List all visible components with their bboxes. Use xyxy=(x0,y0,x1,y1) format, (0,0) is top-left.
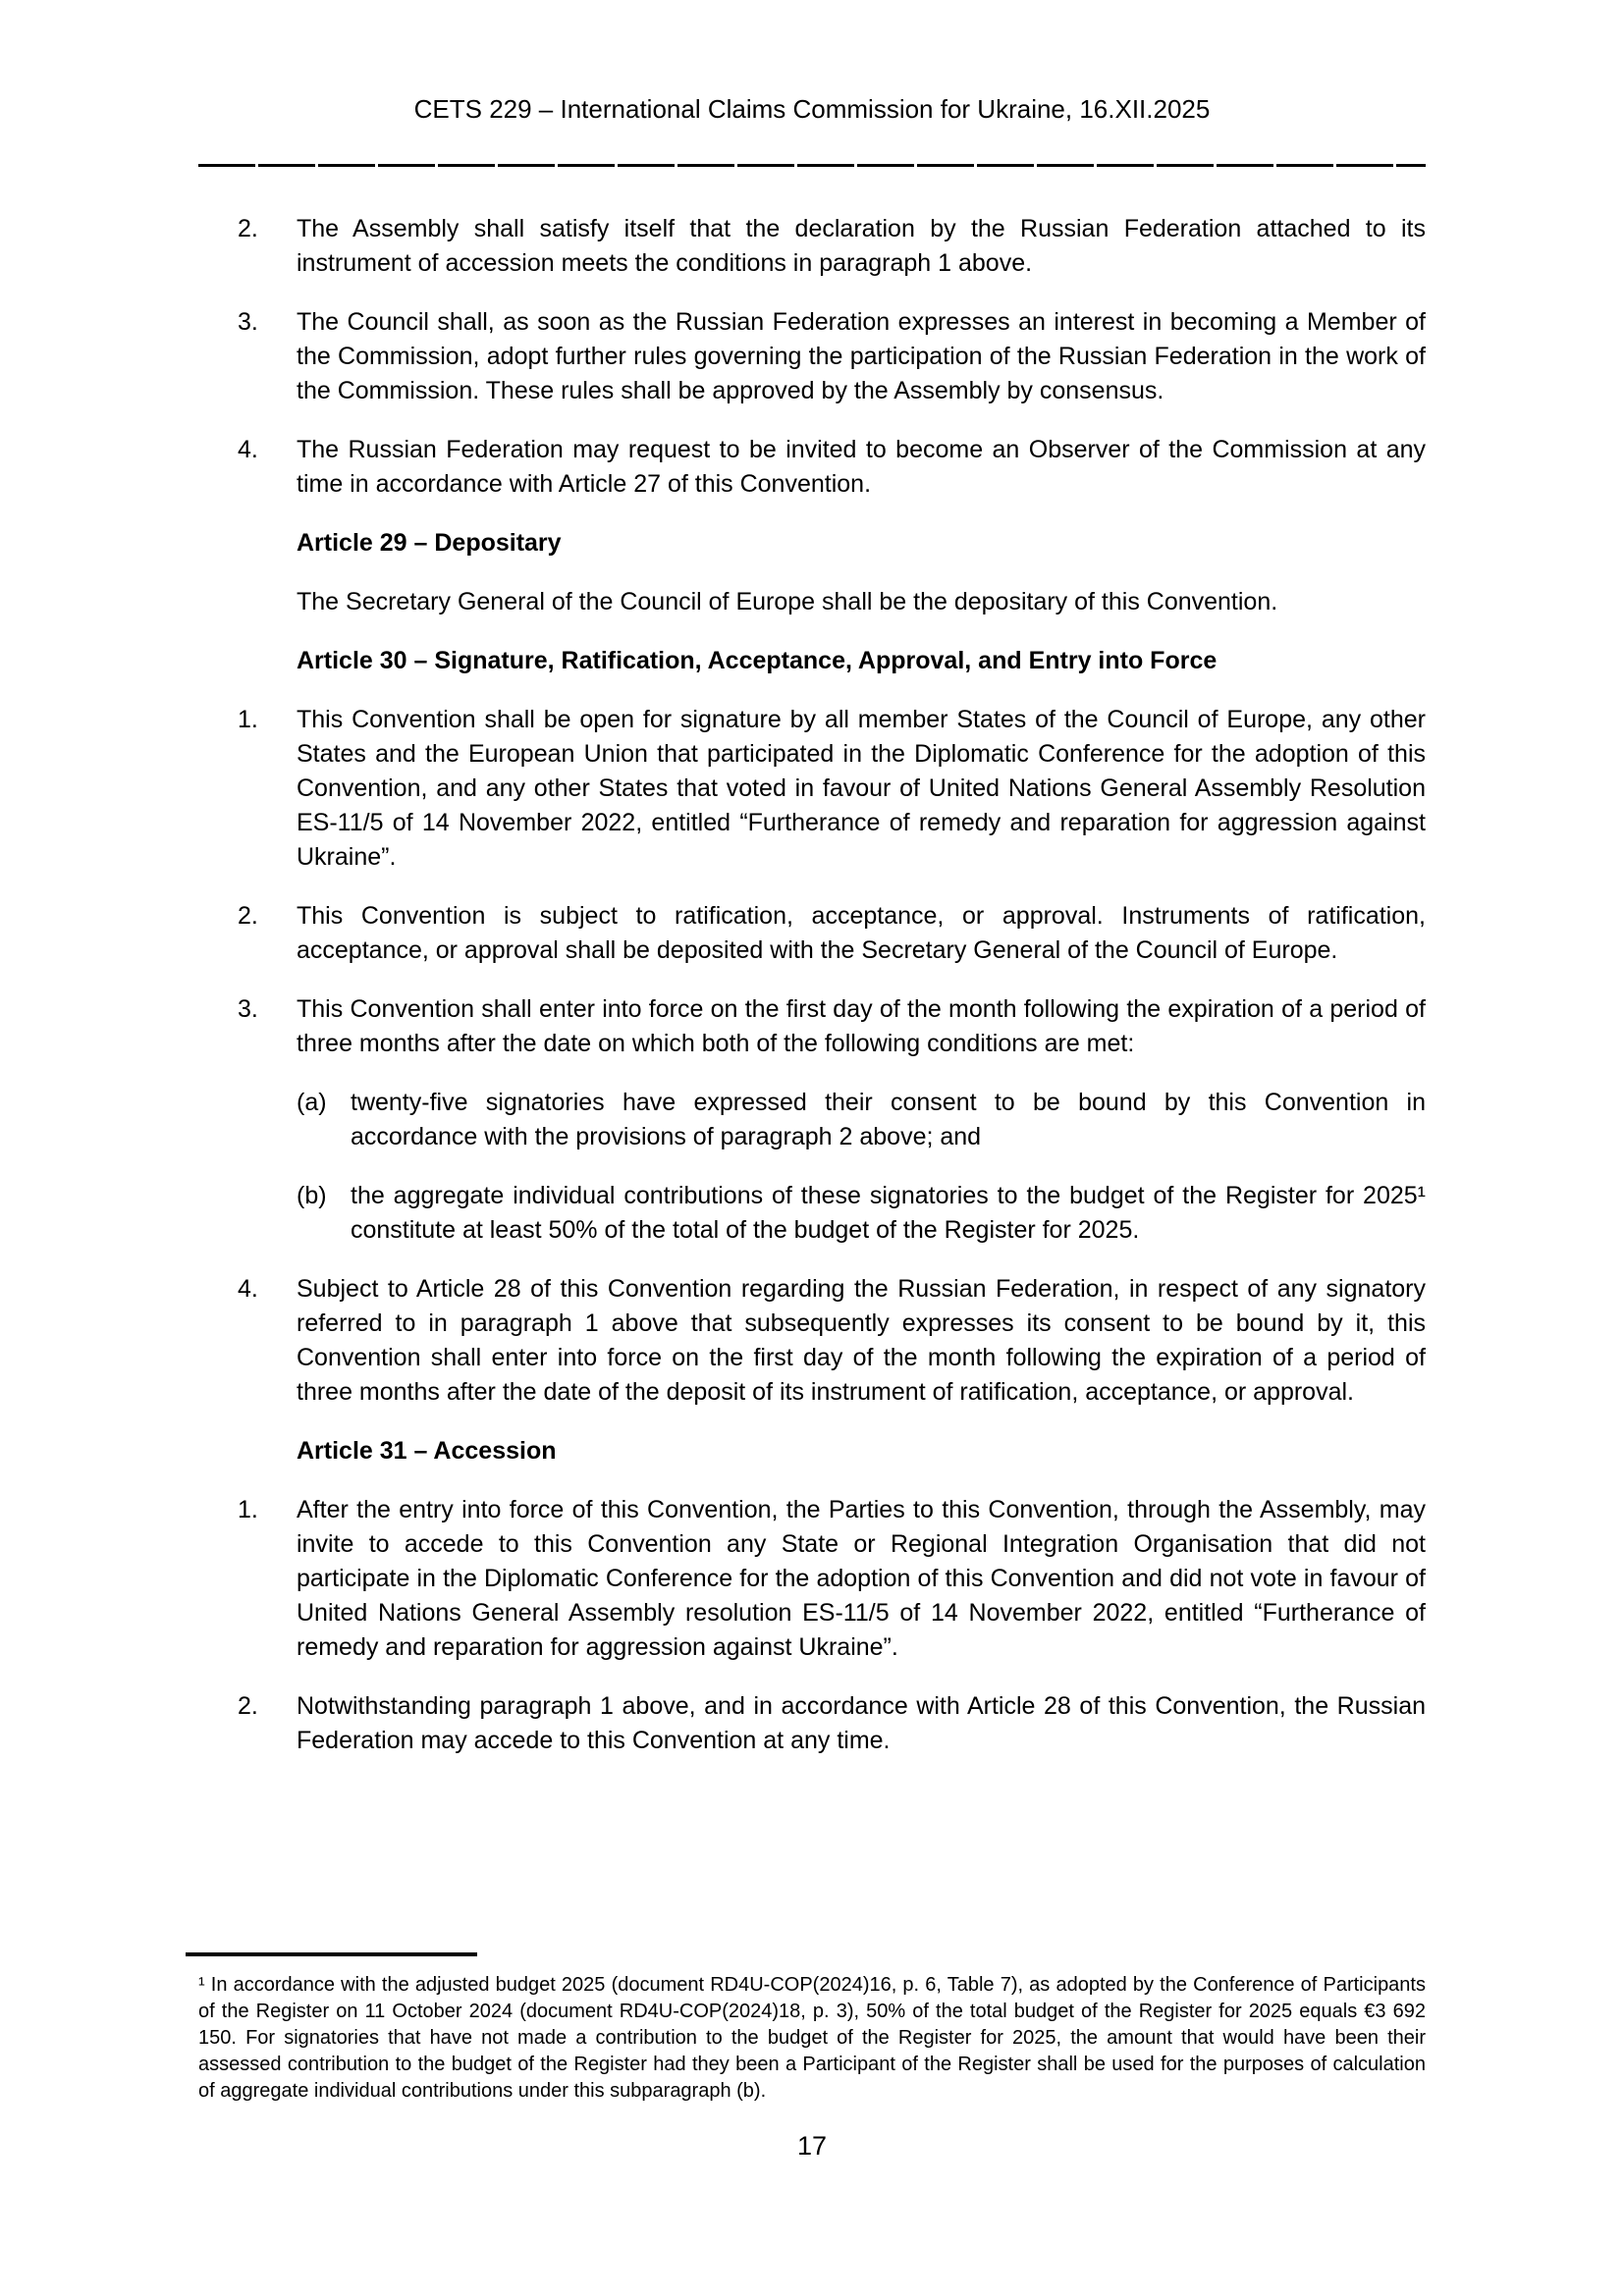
list-item-text: Notwithstanding paragraph 1 above, and in accordance with Article 28 of this Convention, the Russian Federation may accede to this Convention at any time. xyxy=(297,1692,1426,1754)
list-item-text: This Convention is subject to ratification, acceptance, or approval. Instruments of ratification, acceptance, or approval shall be deposited with the Secretary General of the Council of Europe. xyxy=(297,902,1426,964)
list-item-number: 2. xyxy=(238,902,258,930)
sub-list-item-label: (b) xyxy=(297,1182,327,1209)
list-item-number: 4. xyxy=(238,1275,258,1303)
article-heading-30: Article 30 – Signature, Ratification, Acceptance, Approval, and Entry into Force xyxy=(297,647,1218,674)
list-item xyxy=(198,212,1426,281)
list-item xyxy=(198,992,1426,1061)
list-item xyxy=(198,1272,1426,1410)
list-item xyxy=(198,433,1426,502)
page-header-title: CETS 229 – International Claims Commission for Ukraine, 16.XII.2025 xyxy=(413,94,1211,124)
page-number: 17 xyxy=(796,2131,828,2161)
list-item-text: The Russian Federation may request to be invited to become an Observer of the Commission at any time in accordance with Article 27 of this Convention. xyxy=(297,436,1426,498)
sub-list-item-text: twenty-five signatories have expressed their consent to be bound by this Convention in accordance with the provisions of paragraph 2 above; and xyxy=(351,1089,1426,1150)
list-item-number: 3. xyxy=(238,308,258,336)
list-item-text: After the entry into force of this Convention, the Parties to this Convention, through the Assembly, may invite to accede to this Convention any State or Regional Integration Organisation that did not participate in the Diplomatic Conference for the adoption of this Convention and did not vote in favour of United Nations General Assembly resolution ES-11/5 of 14 November 2022, entitled “Furtherance of remedy and reparation for aggression against Ukraine”. xyxy=(297,1496,1426,1661)
sub-list-item-text: the aggregate individual contributions of these signatories to the budget of the Register for 2025¹ constitute at least 50% of the total of the budget of the Register for 2025. xyxy=(351,1182,1426,1244)
list-item xyxy=(198,305,1426,408)
list-item-number: 3. xyxy=(238,995,258,1023)
footnote-area xyxy=(198,1952,1426,2105)
list-item-text: The Assembly shall satisfy itself that the declaration by the Russian Federation attached to its instrument of accession meets the conditions in paragraph 1 above. xyxy=(297,215,1426,277)
list-item-number: 1. xyxy=(238,1496,258,1523)
list-item-text: This Convention shall be open for signature by all member States of the Council of Europe, any other States and the European Union that participated in the Diplomatic Conference for the adoption of this Convention, and any other States that voted in favour of United Nations General Assembly Resolution ES-11/5 of 14 November 2022, entitled “Furtherance of remedy and reparation for aggression against Ukraine”. xyxy=(297,706,1426,871)
paragraph: The Secretary General of the Council of Europe shall be the depositary of this Convention. xyxy=(297,588,1278,615)
list-item-text: This Convention shall enter into force on the first day of the month following the expiration of a period of three months after the date on which both of the following conditions are met: xyxy=(297,995,1426,1057)
sub-list-item-label: (a) xyxy=(297,1089,327,1116)
list-item-number: 4. xyxy=(238,436,258,463)
document-page xyxy=(198,0,1426,2161)
list-item xyxy=(198,1689,1426,1758)
list-item-number: 2. xyxy=(238,215,258,242)
document-body xyxy=(198,212,1426,1758)
footnote-text: ¹ In accordance with the adjusted budget 2025 (document RD4U-COP(2024)16, p. 6, Table 7), as adopted by the Conference of Participants of the Register on 11 October 2024 (document RD4U-COP(2024)18, p. 3), 50% of the total budget of the Register for 2025 equals €3 692 150. For signatories that have not made a contribution to the budget of the Register for 2025, the amount that would have been their assessed contribution to the budget of the Register had they been a Participant of the Register shall be used for the purposes of calculation of aggregate individual contributions under this subparagraph (b). xyxy=(198,1974,1426,2102)
list-item xyxy=(198,899,1426,968)
list-item-number: 2. xyxy=(238,1692,258,1720)
sub-list-item xyxy=(198,1179,1426,1248)
header-rule xyxy=(198,164,1426,167)
list-item xyxy=(198,1493,1426,1665)
article-heading-29: Article 29 – Depositary xyxy=(297,529,562,557)
article-heading-31: Article 31 – Accession xyxy=(297,1437,557,1465)
list-item-text: Subject to Article 28 of this Convention regarding the Russian Federation, in respect of any signatory referred to in paragraph 1 above that subsequently expresses its consent to be bound by it, this Convention shall enter into force on the first day of the month following the expiration of a period of three months after the date of the deposit of its instrument of ratification, acceptance, or approval. xyxy=(297,1275,1426,1406)
list-item xyxy=(198,703,1426,875)
list-item-number: 1. xyxy=(238,706,258,733)
sub-list-item xyxy=(198,1086,1426,1154)
footnote-separator xyxy=(186,1952,477,1956)
list-item-text: The Council shall, as soon as the Russian Federation expresses an interest in becoming a Member of the Commission, adopt further rules governing the participation of the Russian Federation in the work of the Commission. These rules shall be approved by the Assembly by consensus. xyxy=(297,308,1426,404)
